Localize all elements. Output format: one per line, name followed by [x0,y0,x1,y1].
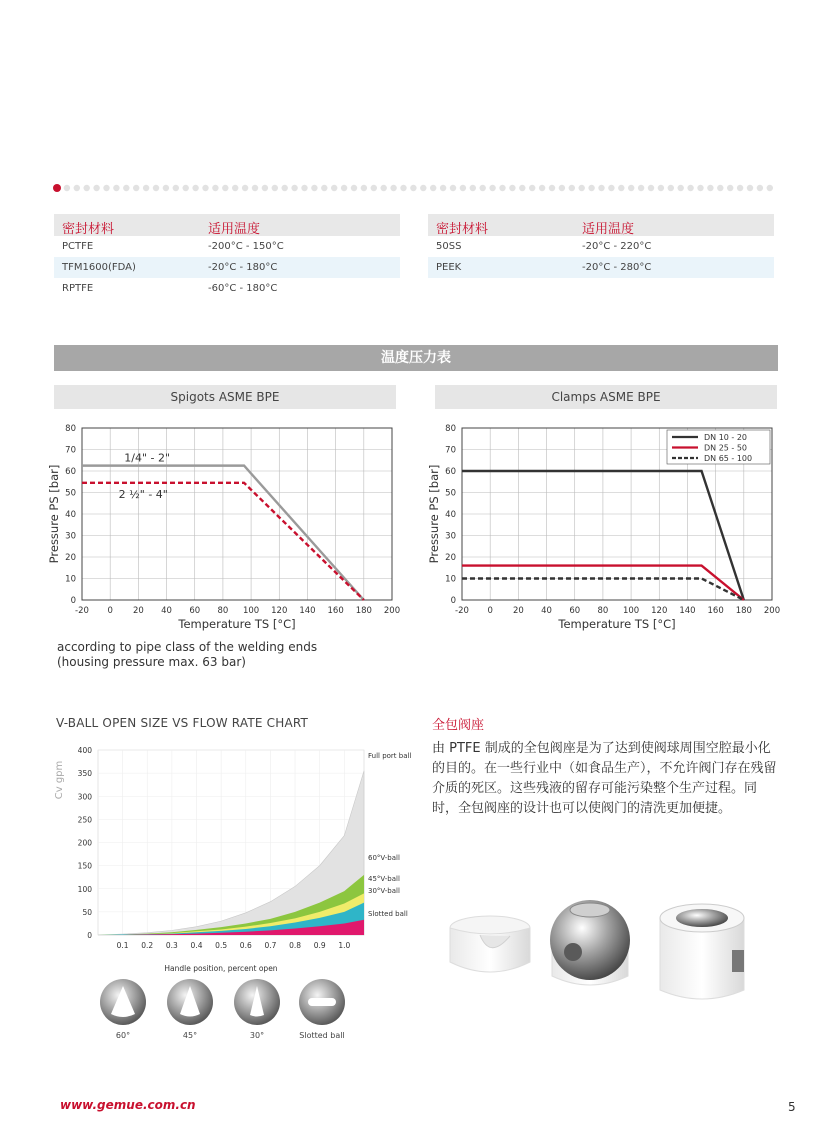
dot [549,185,555,191]
cell-temperature: -60°C - 180°C [208,283,278,294]
x-tick-label: 160 [707,606,724,616]
dot [351,185,357,191]
cell-temperature: -20°C - 180°C [208,262,278,273]
dot [509,185,515,191]
x-tick-label: -20 [75,606,89,616]
legend-label: DN 25 - 50 [704,443,748,453]
section-title-bar: 温度压力表 [54,345,778,371]
dot [252,185,258,191]
y-tick-label: 20 [445,553,456,563]
x-axis-label: Temperature TS [°C] [558,617,676,631]
dot [559,185,565,191]
x-tick-label: 0.2 [141,941,154,950]
x-tick-label: 60 [189,606,201,616]
dot [767,185,773,191]
header-material: 密封材料 [62,222,115,237]
x-tick-label: 0.5 [215,941,228,950]
dot [202,185,208,191]
y-axis-label: Cv gpm [54,760,65,800]
y-tick-label: 50 [82,907,92,917]
dot [579,185,585,191]
page-number: 5 [788,1100,796,1114]
x-tick-label: 80 [597,606,609,616]
dot [113,185,119,191]
y-tick-label: 200 [77,838,92,848]
y-tick-label: 50 [445,488,456,499]
y-tick-label: 400 [77,746,92,755]
y-tick-label: 40 [445,510,456,520]
x-tick-label: 160 [327,606,344,616]
seat-cylinder-icon [660,904,744,999]
y-tick-label: 30 [445,531,456,542]
dot [470,185,476,191]
series-label-1: 1/4" - 2" [124,451,171,465]
dot [153,185,159,191]
cell-temperature: -20°C - 280°C [582,262,652,273]
dot [668,185,674,191]
dot [598,185,604,191]
table-row [428,257,774,278]
cell-material: 50SS [436,241,462,252]
x-tick-label: 180 [735,606,752,616]
ball-label-slotted: Slotted ball [299,1031,345,1040]
table-row [54,236,400,257]
table-row [54,278,400,299]
x-tick-label: 60 [569,606,581,616]
x-tick-label: 0.7 [264,941,277,950]
legend-label: DN 10 - 20 [704,433,748,442]
dot [381,185,387,191]
x-tick-label: 0.8 [289,941,302,950]
vball-chart-title: V-BALL OPEN SIZE VS FLOW RATE CHART [56,716,309,730]
y-tick-label: 150 [77,861,92,871]
dot [707,185,713,191]
dot [361,185,367,191]
ball-label-60: 60° [115,1031,131,1040]
x-tick-label: 120 [651,606,668,616]
dot [648,185,654,191]
dot [232,185,238,191]
dot [420,185,426,191]
spigots-note [57,640,317,670]
dot [371,185,377,191]
ball-label-45: 45° [182,1031,198,1040]
dot [291,185,297,191]
ball-label-30: 30° [249,1031,265,1040]
dot [321,185,327,191]
vball-flow-chart [48,738,428,978]
cell-material: PEEK [436,262,462,273]
x-tick-label: 140 [299,606,316,616]
cell-material: TFM1600(FDA) [62,262,136,273]
dot [242,185,248,191]
dot [618,185,624,191]
note-line-2: (housing pressure max. 63 bar) [57,655,246,669]
x-tick-label: 0 [107,606,113,616]
x-tick-label: 140 [679,606,696,616]
seat-with-ball-icon [550,900,630,985]
dot [737,185,743,191]
dot [569,185,575,191]
y-tick-label: 60 [445,467,456,477]
seat-ring-open-icon [450,916,530,972]
dot [192,185,198,191]
x-tick-label: 40 [541,606,552,616]
dot [163,185,169,191]
x-tick-label: 100 [622,606,640,616]
y-tick-label: 0 [70,596,76,606]
y-tick-label: 80 [445,424,456,434]
dot [529,185,535,191]
table-row [428,236,774,257]
x-tick-label: 0.4 [190,941,203,950]
seal-material-table-left [54,214,400,299]
ball-45-icon [167,979,213,1025]
dot [588,185,594,191]
dot [628,185,634,191]
y-tick-label: 30 [65,531,76,542]
footer-website-link[interactable]: www.gemue.com.cn [60,1098,196,1112]
dot [400,185,406,191]
x-tick-label: 40 [161,606,172,616]
y-tick-label: 80 [65,424,76,434]
chart-title-spigots: Spigots ASME BPE [54,385,396,409]
dot [212,185,218,191]
dot [173,185,179,191]
x-tick-label: 0.1 [116,941,129,950]
dot [717,185,723,191]
dot [430,185,436,191]
note-line-1: according to pipe class of the welding ends [57,640,318,654]
x-tick-label: 0.6 [239,941,252,950]
dot [697,185,703,191]
dot [440,185,446,191]
dot [410,185,416,191]
dot [93,185,99,191]
y-tick-label: 40 [65,510,76,520]
table-row [54,257,400,278]
x-tick-label: 80 [217,606,229,616]
y-tick-label: 100 [77,884,92,894]
y-tick-label: 10 [65,574,76,585]
x-tick-label: -20 [455,606,469,616]
header-temperature: 适用温度 [208,222,261,237]
series-label: Full port ball [368,752,412,760]
x-tick-label: 0.3 [165,941,178,950]
dot [519,185,525,191]
y-tick-label: 60 [65,467,76,477]
spigots-pressure-chart [40,418,410,636]
dot-active [53,184,61,192]
y-tick-label: 10 [445,574,456,585]
dot [747,185,753,191]
dot [311,185,317,191]
x-tick-label: 200 [763,606,781,616]
clamps-pressure-chart [420,418,790,636]
dot [608,185,614,191]
y-tick-label: 350 [77,769,92,779]
series-label: Slotted ball [368,910,408,918]
y-axis-label: Pressure PS [bar] [427,464,441,564]
dot [272,185,278,191]
x-tick-label: 20 [132,606,144,616]
dot [222,185,228,191]
y-tick-label: 0 [87,931,92,940]
cell-temperature: -20°C - 220°C [582,241,652,252]
seat-title: 全包阀座 [432,718,485,733]
x-tick-label: 0.9 [313,941,326,950]
dot [74,185,80,191]
dot [123,185,129,191]
x-tick-label: 200 [383,606,401,616]
dot [687,185,693,191]
cell-material: PCTFE [62,241,94,252]
dot [480,185,486,191]
y-tick-label: 70 [445,445,456,456]
y-axis-label: Pressure PS [bar] [47,464,61,564]
legend [667,430,770,464]
series-label: 60°V-ball [368,854,400,862]
y-tick-label: 250 [77,815,92,825]
y-tick-label: 300 [77,792,92,802]
dot [133,185,139,191]
y-tick-label: 50 [65,488,76,499]
series-label: 30°V-ball [368,887,400,895]
vball-images [96,976,366,1046]
x-tick-label: 1.0 [338,941,351,950]
table-header [428,214,774,236]
x-tick-label: 20 [512,606,524,616]
cell-temperature: -200°C - 150°C [208,241,284,252]
dot [262,185,268,191]
x-tick-label: 0 [487,606,493,616]
dot [143,185,149,191]
x-axis-label: Handle position, percent open [164,964,278,973]
y-tick-label: 20 [65,553,76,563]
header-temperature: 适用温度 [582,222,635,237]
dot [282,185,288,191]
ball-60-icon [100,979,146,1025]
dot [757,185,763,191]
ball-30-icon [234,979,280,1025]
dot [678,185,684,191]
y-tick-label: 70 [65,445,76,456]
header-material: 密封材料 [436,222,489,237]
dot [489,185,495,191]
x-tick-label: 120 [271,606,288,616]
cell-material: RPTFE [62,283,94,294]
dot [450,185,456,191]
table-header [54,214,400,236]
dot [658,185,664,191]
dot [84,185,90,191]
series-label-2: 2 ½" - 4" [118,487,168,501]
dot [301,185,307,191]
x-axis-label: Temperature TS [°C] [178,617,296,631]
dot [638,185,644,191]
dot [390,185,396,191]
dot [341,185,347,191]
dot [103,185,109,191]
dot [331,185,337,191]
dot [460,185,466,191]
dot [499,185,505,191]
dot [727,185,733,191]
dotted-separator [52,182,778,194]
series-label: 45°V-ball [368,875,400,883]
legend-label: DN 65 - 100 [704,454,753,463]
seat-description: 由 PTFE 制成的全包阀座是为了达到使阀球周围空腔最小化的目的。在一些行业中（如食品生产），不允许阀门存在残留介质的死区。这些残液的留存可能污染整个生产过程。同时，全包阀座的设计也可以使阀门的清洗更加便捷。 [432,741,777,816]
x-tick-label: 100 [242,606,260,616]
ball-slotted-icon [299,979,345,1025]
chart-title-clamps: Clamps ASME BPE [435,385,777,409]
dot [539,185,545,191]
valve-seat-product-photo [440,890,780,1020]
y-tick-label: 0 [450,596,456,606]
dot [64,185,70,191]
seal-material-table-right [428,214,774,278]
dot [183,185,189,191]
x-tick-label: 180 [355,606,372,616]
